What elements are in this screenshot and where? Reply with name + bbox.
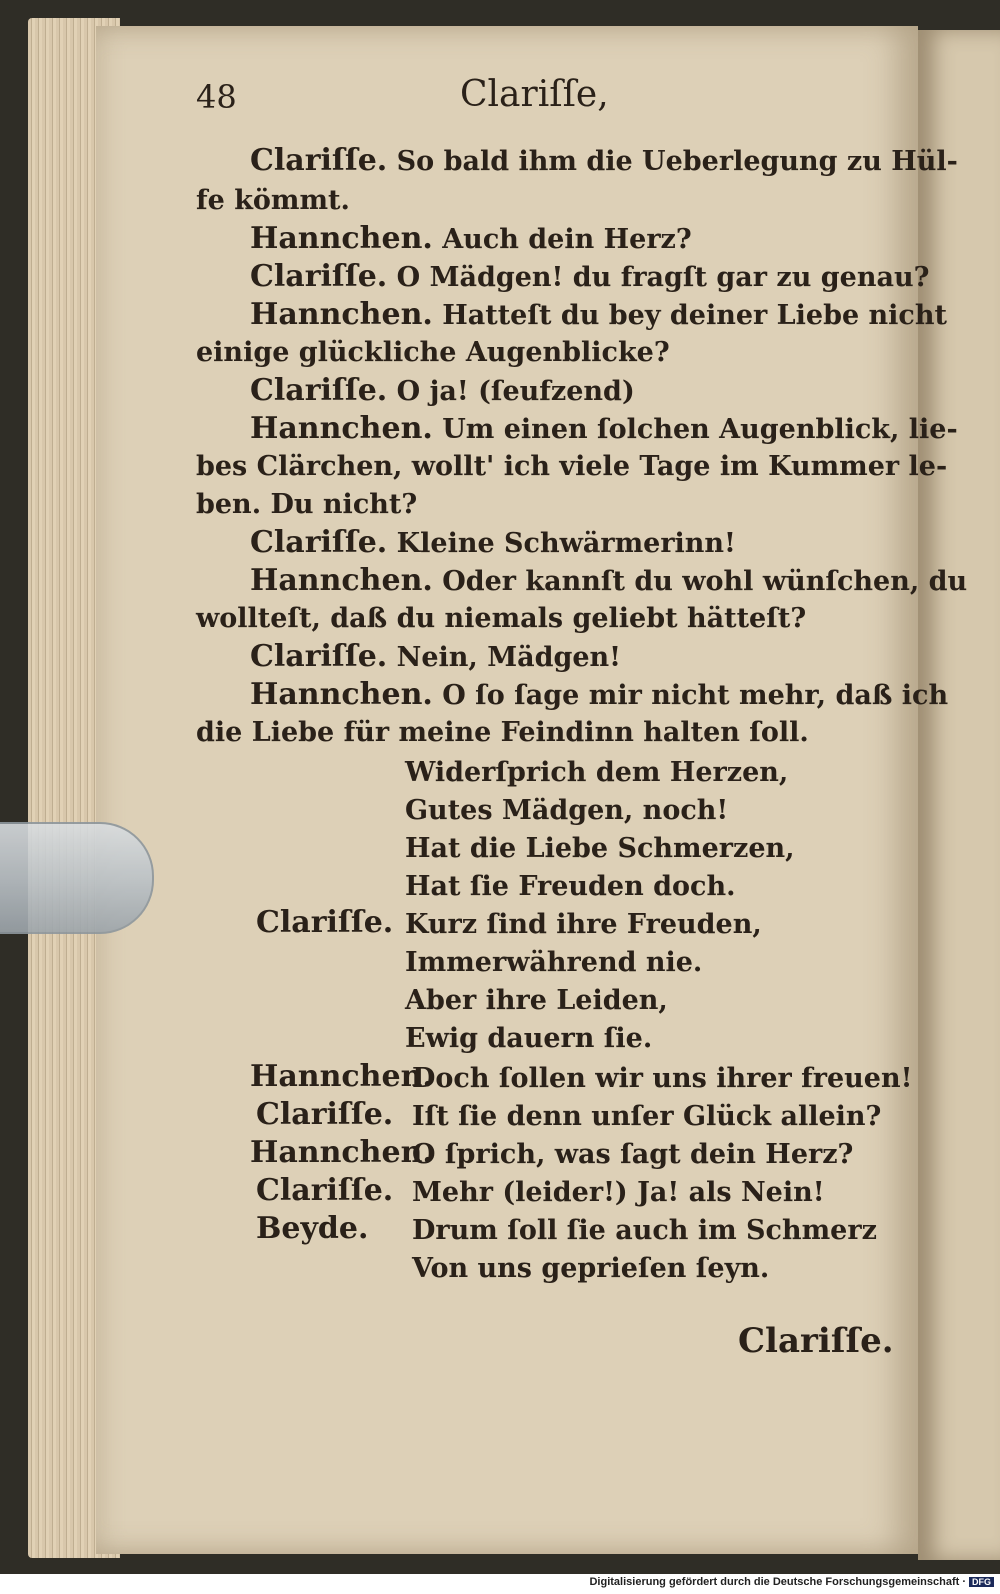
verse-9: Doch ſollen wir uns ihrer freuen!: [412, 1063, 913, 1094]
dialogue: wollteſt, daß du niemals geliebt hätteſt?: [196, 603, 807, 634]
verse-6: Immerwährend nie.: [405, 947, 703, 978]
catchword: Clariſſe.: [738, 1321, 894, 1361]
verse-13: Drum ſoll ſie auch im Schmerz: [412, 1215, 877, 1246]
verse-1: Widerſprich dem Herzen,: [405, 757, 789, 788]
dialogue: Nein, Mädgen!: [396, 642, 622, 673]
line-15: [250, 676, 948, 715]
verse-speaker: Clariſſe.: [256, 1097, 394, 1132]
line-13: [196, 600, 806, 638]
footer: [589, 1576, 994, 1588]
speaker: Hannchen.: [250, 411, 433, 446]
dialogue: Oder kannſt du wohl wünſchen, du: [442, 566, 968, 597]
verse-5: Kurz ſind ihre Freuden,: [405, 909, 762, 940]
dialogue: Hatteſt du bey deiner Liebe nicht: [442, 300, 947, 331]
facing-page-edge: [918, 30, 1000, 1560]
line-1: [250, 142, 958, 181]
dialogue: einige glückliche Augenblicke?: [196, 337, 670, 368]
dialogue: fe kömmt.: [196, 185, 350, 216]
verse-speaker: Beyde.: [256, 1211, 369, 1246]
page-clip: [0, 822, 154, 934]
verse-11: O ſprich, was ſagt dein Herz?: [412, 1139, 854, 1170]
speaker: Hannchen.: [250, 563, 433, 598]
verse-2: Gutes Mädgen, noch!: [405, 795, 729, 826]
line-8: [250, 410, 958, 449]
line-9: [196, 448, 947, 486]
verse-7: Aber ihre Leiden,: [405, 985, 668, 1016]
footer-credit: Digitalisierung gefördert durch die Deutsche Forschungsgemeinschaft ·: [589, 1576, 966, 1588]
line-10: [196, 486, 417, 524]
verse-14: Von uns geprieſen ſeyn.: [412, 1253, 770, 1284]
dialogue: Auch dein Herz?: [442, 224, 692, 255]
dialogue: ben. Du nicht?: [196, 489, 418, 520]
speaker: Hannchen.: [250, 221, 433, 256]
verse-3: Hat die Liebe Schmerzen,: [405, 833, 795, 864]
speaker: Clariſſe.: [250, 373, 388, 408]
line-7: [250, 372, 635, 411]
speaker: Hannchen.: [250, 677, 433, 712]
page-number: 48: [196, 78, 237, 116]
dialogue: O Mädgen! du fragſt gar zu genau?: [396, 262, 930, 293]
verse-speaker: Clariſſe.: [256, 905, 394, 940]
speaker: Hannchen.: [250, 297, 433, 332]
verse-8: Ewig dauern ſie.: [405, 1023, 653, 1054]
dialogue: bes Clärchen, wollt' ich viele Tage im Kummer le-: [196, 451, 948, 482]
dialogue: O ja! (ſeufzend): [396, 376, 635, 407]
line-6: [196, 334, 670, 372]
line-14: [250, 638, 621, 677]
dfg-logo-icon: DFG: [969, 1577, 994, 1587]
line-5: [250, 296, 947, 335]
verse-12: Mehr (leider!) Ja! als Nein!: [412, 1177, 825, 1208]
line-16: [196, 714, 809, 752]
line-4: [250, 258, 929, 297]
dialogue: Kleine Schwärmerinn!: [396, 528, 736, 559]
line-11: [250, 524, 736, 563]
line-3: [250, 220, 692, 259]
speaker: Clariſſe.: [250, 639, 388, 674]
verse-speaker: Hannchen.: [250, 1135, 433, 1170]
speaker: Clariſſe.: [250, 143, 388, 178]
verse-4: Hat ſie Freuden doch.: [405, 871, 736, 902]
line-12: [250, 562, 967, 601]
speaker: Clariſſe.: [250, 525, 388, 560]
line-2: [196, 182, 350, 220]
running-title: Clariſſe,: [460, 74, 609, 115]
dialogue: Um einen ſolchen Augenblick, lie-: [442, 414, 958, 445]
verse-speaker: Hannchen.: [250, 1059, 433, 1094]
dialogue: O ſo ſage mir nicht mehr, daß ich: [442, 680, 949, 711]
dialogue: So bald ihm die Ueberlegung zu Hül-: [396, 146, 958, 177]
speaker: Clariſſe.: [250, 259, 388, 294]
verse-speaker: Clariſſe.: [256, 1173, 394, 1208]
verse-10: Iſt ſie denn unſer Glück allein?: [412, 1101, 882, 1132]
dialogue: die Liebe für meine Feindinn halten ſoll.: [196, 717, 809, 748]
